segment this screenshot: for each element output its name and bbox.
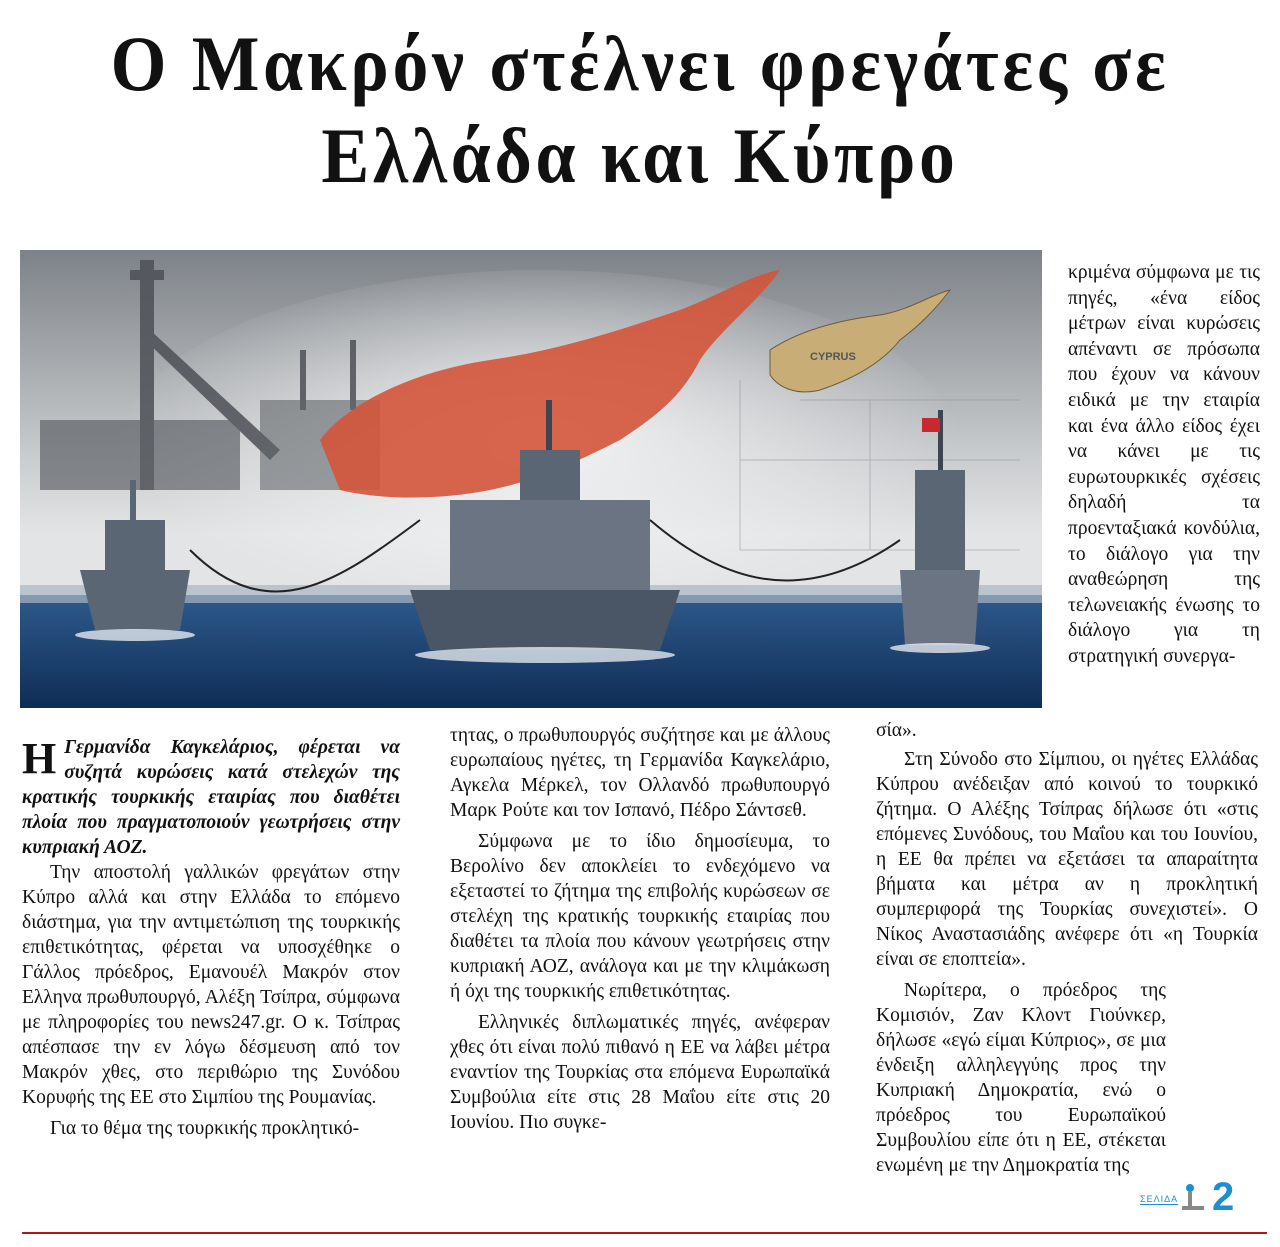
paragraph: Στη Σύνοδο στο Σίμπιου, οι ηγέτες Ελλάδας Κύπρου ανέδειξαν από κοινού το τουρκικό ζήτημα. Ο Αλέξης Τσίπρας δήλωσε ότι «στις επόμενες Συνόδους, του Μαΐου και του Ιουνίου, η ΕΕ θα πρέπει να εξετάσει τα απαραίτητα βήματα και μέτρα αν η προκλητική συμπεριφορά της Τουρκίας συνεχιστεί». Ο Νίκος Αναστασιάδης ανέφερε ότι «η Τουρκία είναι σε εποπτεία». [876,749,1258,970]
article-column-3 [876,718,1258,1178]
right-column-continuation: κριμένα σύμφωνα με τις πηγές, «ένα είδος μέτρων είναι κυρώσεις απέναντι σε πρόσωπα που έχουν να κάνουν ειδικά με την εταιρία και ένα άλλο είδος έχει να κάνει με τις ευρωτουρκικές σχέσεις δηλαδή τα προενταξιακά κονδύλια, το διάλογο για την αναθεώρηση της τελωνειακής ένωσης το διάλογο για τη στρατηγική συνεργα- [1068,262,1260,667]
headline-line-2: Ελλάδα και Κύπρο [321,112,959,199]
headline-line-1: Ο Μακρόν στέλνει φρεγάτες σε [110,20,1170,107]
frigates-cyprus-illustration [20,250,1042,708]
map-label: CYPRUS [810,351,856,363]
article-column-2 [450,723,830,1135]
page-number: 2 [1212,1175,1235,1219]
dropcap: Η [22,734,57,783]
paragraph: Την αποστολή γαλλικών φρεγάτων στην Κύπρο αλλά και στην Ελλάδα το επόμενο διάστημα, για την αντιμετώπιση της τουρκικής επιθετικότητας, φέρεται να υποσχέθηκε ο Γάλλος πρόεδρος, Εμανουέλ Μακρόν στον Ελληνα πρωθυπουργό, Αλέξη Τσίπρα, σύμφωνα με πληροφορίες του news247.gr. Ο κ. Τσίπρας απέσπασε την εν λόγω δέσμευση από τον Μακρόν χθες, στο περιθώριο της Συνόδου Κορυφής της ΕΕ στο Σιμπίου της Ρουμανίας. [22,862,400,1108]
page-logo-text: ΣΕΛΙΔΑ [1140,1194,1179,1204]
footer-rule [22,1232,1267,1234]
paragraph: Σύμφωνα με το ίδιο δημοσίευμα, το Βερολίνο δεν αποκλείει το ενδεχόμενο να εξεταστεί το ζήτημα της επιβολής κυρώσεων σε στελέχη της κρατικής τουρκικής εταιρίας που διαθέτει τα πλοία που κάνουν γεωτρήσεις στην κυπριακή ΑΟΖ, ανάλογα και με την κλιμάκωση ή όχι της τουρκικής επιθετικότητας. [450,831,830,1002]
lead-text: Γερμανίδα Καγκελάριος, φέρεται να συζητά κυρώσεις κατά στελεχών της κρατικής τουρκικής εταιρίας που διαθέτει πλοία που πραγματοποιούν γεωτρήσεις στην κυπριακή ΑΟΖ. [22,737,400,858]
lead-paragraph [22,735,400,860]
page-logo [1138,1180,1210,1216]
paragraph: σία». [876,720,917,741]
paragraph: Για το θέμα της τουρκικής προκλητικό- [50,1118,360,1139]
article-column-1 [22,735,400,1141]
headline [51,18,1229,202]
paragraph: Ελληνικές διπλωματικές πηγές, ανέφεραν χθες ότι είναι πολύ πιθανό η ΕΕ να λάβει μέτρα εναντίον της Τουρκίας στα επόμενα Ευρωπαϊκά Συμβούλια είτε στις 28 Μαΐου είτε στις 20 Ιουνίου. Πιο συγκε- [450,1012,830,1133]
paragraph: τητας, ο πρωθυπουργός συζήτησε και με άλλους ευρωπαίους ηγέτες, τη Γερμανίδα Καγκελάριο, Αγκελα Μέρκελ, τον Ολλανδό πρωθυπουργό Μαρκ Ρούτε και τον Ισπανό, Πέδρο Σάντσεθ. [450,725,830,821]
paragraph: Νωρίτερα, ο πρόεδρος της Κομισιόν, Ζαν Κλοντ Γιούνκερ, δήλωσε «εγώ είμαι Κύπριος», σε μια ένδειξη αλληλεγγύης προς την Κυπριακή Δημοκρατία, ενώ ο πρόεδρος του Ευρωπαϊκού Συμβουλίου είπε ότι η ΕΕ, στέκεται ενωμένη με την Δημοκρατία της [876,980,1166,1176]
article-photo [20,250,1042,708]
